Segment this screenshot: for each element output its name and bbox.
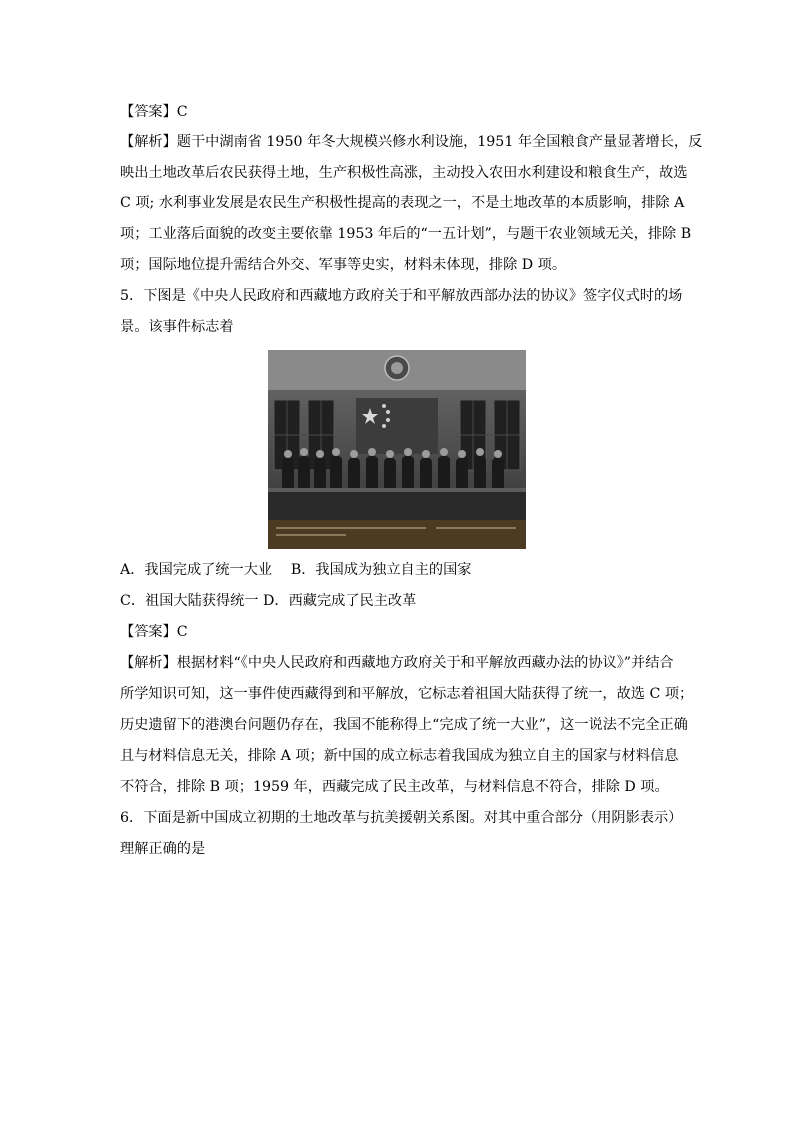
q5-analysis-line-3: 历史遗留下的港澳台问题仍存在，我国不能称得上“完成了统一大业”，这一说法不完全正确 — [120, 717, 688, 733]
q6-question-line-2: 理解正确的是 — [120, 841, 206, 857]
q5-options-line-1: A．我国完成了统一大业 B．我国成为独立自主的国家 — [120, 562, 472, 578]
q4-analysis-line-3: C 项; 水利事业发展是农民生产积极性提高的表现之一，不是土地改革的本质影响，排除 A — [120, 195, 685, 211]
q5-question-line-1: 5．下图是《中央人民政府和西藏地方政府关于和平解放西部办法的协议》签字仪式时的场 — [120, 288, 683, 304]
q4-answer: 【答案】C — [120, 104, 188, 120]
q5-analysis-line-4: 且与材料信息无关，排除 A 项；新中国的成立标志着我国成为独立自主的国家与材料信息 — [120, 748, 679, 764]
q5-question-line-2: 景。该事件标志着 — [120, 319, 234, 335]
signing-ceremony-photo — [268, 350, 526, 549]
q5-answer: 【答案】C — [120, 624, 188, 640]
q5-options-line-2: C．祖国大陆获得统一 D．西藏完成了民主改革 — [120, 593, 417, 609]
q5-analysis-line-1: 【解析】根据材料“《中央人民政府和西藏地方政府关于和平解放西藏办法的协议》”并结合 — [120, 655, 674, 671]
q6-question-line-1: 6．下面是新中国成立初期的土地改革与抗美援朝关系图。对其中重合部分（用阴影表示） — [120, 810, 683, 826]
q4-analysis-line-4: 项；工业落后面貌的改变主要依靠 1953 年后的“一五计划”，与题干农业领域无关，排除 B — [120, 226, 692, 242]
q4-analysis-line-2: 映出土地改革后农民获得土地，生产积极性高涨，主动投入农田水利建设和粮食生产，故选 — [120, 165, 688, 181]
q5-analysis-line-5: 不符合，排除 B 项；1959 年，西藏完成了民主改革，与材料信息不符合，排除 D 项。 — [120, 779, 669, 795]
q4-analysis-line-1: 【解析】题干中湖南省 1950 年冬大规模兴修水利设施，1951 年全国粮食产量显著增长，反 — [120, 134, 703, 150]
q4-analysis-line-5: 项；国际地位提升需结合外交、军事等史实，材料未体现，排除 D 项。 — [120, 257, 567, 273]
q5-analysis-line-2: 所学知识可知，这一事件使西藏得到和平解放，它标志着祖国大陆获得了统一，故选 C 项； — [120, 686, 694, 702]
